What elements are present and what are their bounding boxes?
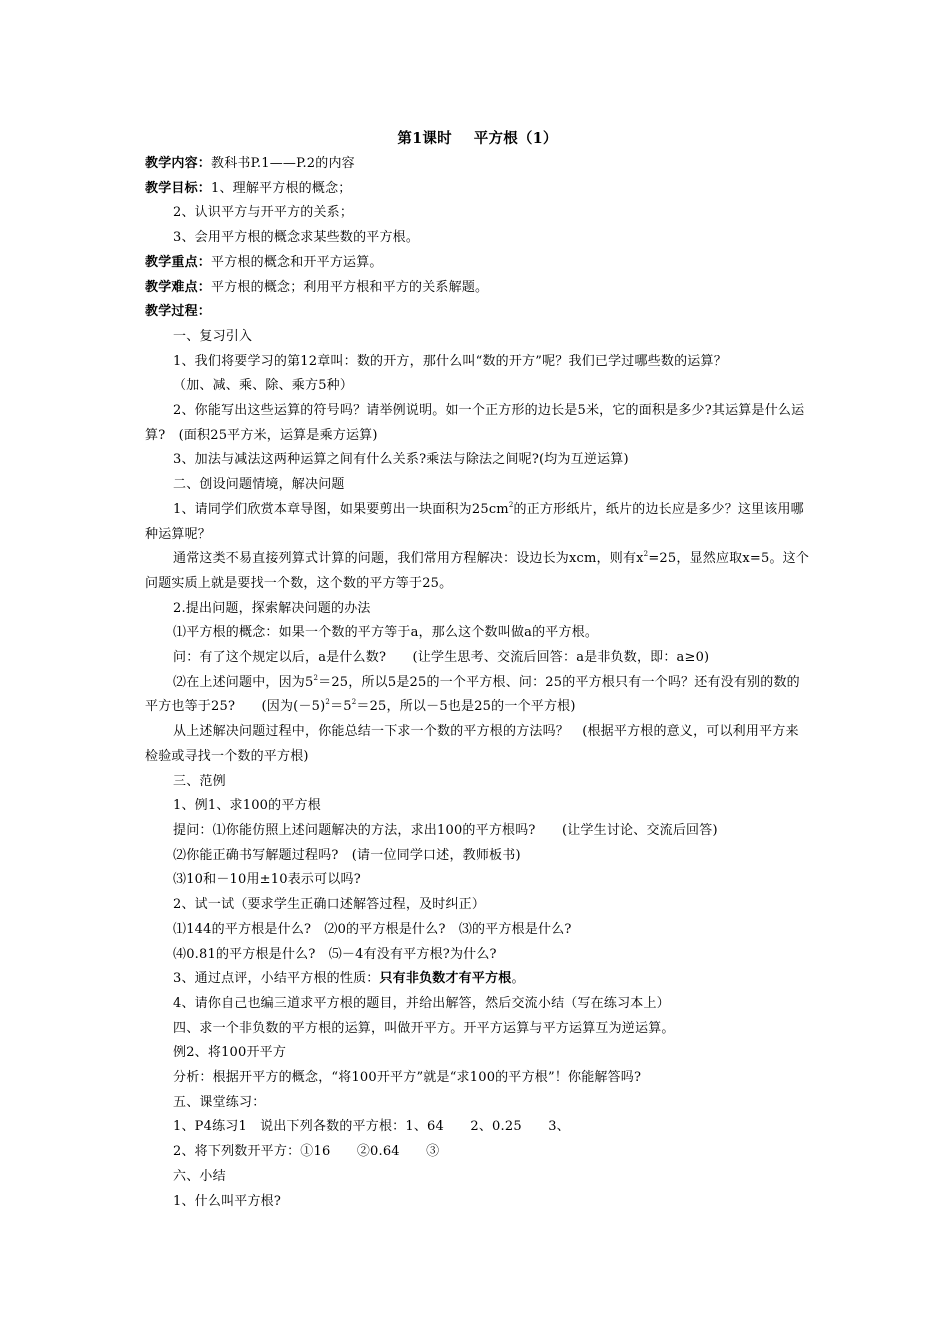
section-5-heading: 五、课堂练习： <box>173 1094 266 1110</box>
try-it-line-1: ⑴144的平方根是什么? ⑵0的平方根是什么? ⑶的平方根是什么? <box>173 921 572 937</box>
page-title <box>145 126 810 152</box>
goal-2: 2、认识平方与开平方的关系； <box>173 205 354 221</box>
goal-3: 3、会用平方根的概念求某些数的平方根。 <box>173 230 420 246</box>
try-it-heading: 2、试一试（要求学生正确口述解答过程，及时纠正） <box>173 897 486 913</box>
text-run: ＝5 <box>330 699 352 715</box>
title-topic: 平方根（1） <box>473 130 558 147</box>
summary-question-1: 1、什么叫平方根? <box>173 1193 282 1209</box>
content-label: 教学内容： <box>145 156 212 171</box>
try-it-line-2: ⑷0.81的平方根是什么? ⑸－4有没有平方根?为什么? <box>173 946 497 962</box>
goals-label: 教学目标： <box>145 180 212 196</box>
section-6-heading: 六、小结 <box>173 1168 226 1184</box>
section-2-example <box>145 671 810 720</box>
text-run: 1、请同学们欣赏本章导图，如果要剪出一块面积为25cm <box>173 501 509 517</box>
text-run: =25，显然应取x=5。这个问题实质上就是要找一个数，这个数的平方等于25。 <box>145 551 810 591</box>
key-line <box>145 251 810 276</box>
text-run: ⑵在上述问题中，因为5 <box>173 674 314 690</box>
content-line <box>145 152 810 177</box>
goal-1: 1、理解平方根的概念； <box>211 180 352 196</box>
text-run: 。 <box>511 971 525 987</box>
self-exercise: 4、请你自己也编三道求平方根的题目，并给出解答，然后交流小结（写在练习本上） <box>173 995 670 1011</box>
superscript: 2 <box>351 698 357 707</box>
document-page <box>145 126 810 1214</box>
section-2-subheading: 2.提出问题，探索解决问题的办法 <box>173 600 371 616</box>
difficulty-line <box>145 276 810 301</box>
section-1-answer-1: （加、减、乘、除、乘方5种） <box>173 378 354 394</box>
text-run: ＝25，所以5是25的一个平方根、问：25的平方根只有一个吗？还有没有别的数的平方也等于25? (因为(－5) <box>145 674 800 715</box>
superscript: 2 <box>313 673 319 682</box>
process-label: 教学过程： <box>145 304 212 320</box>
exercise-1: 1、P4练习1 说出下列各数的平方根：1、64 2、0.25 3、 <box>173 1119 570 1135</box>
superscript: 2 <box>643 550 649 559</box>
title-lesson: 第1课时 <box>397 130 452 147</box>
superscript: 2 <box>325 698 331 707</box>
section-1-heading: 一、复习引入 <box>173 328 253 344</box>
text-run: ＝25，所以－5也是25的一个平方根) <box>356 699 576 715</box>
superscript: 2 <box>508 500 514 509</box>
section-2-ask: 问：有了这个规定以后，a是什么数? (让学生思考、交流后回答：a是非负数，即：a≥0) <box>173 650 710 666</box>
square-root-definition: ⑴平方根的概念：如果一个数的平方等于a，那么这个数叫做a的平方根。 <box>173 625 599 641</box>
property-emphasis: 只有非负数才有平方根 <box>379 971 512 987</box>
example-2: 例2、将100开平方 <box>173 1045 287 1061</box>
section-4-heading: 四、求一个非负数的平方根的运算，叫做开平方。开平方运算与平方运算互为逆运算。 <box>173 1020 675 1036</box>
example-1-question-1: 提问：⑴你能仿照上述问题解决的方法，求出100的平方根吗? (让学生讨论、交流后回答) <box>173 822 718 838</box>
content-text: 教科书P.1——P.2的内容 <box>211 156 355 171</box>
text-run: 的正方形纸片，纸片的边长应是多少？这里该用哪种运算呢？ <box>145 501 804 542</box>
example-1-question-2: ⑵你能正确书写解题过程吗? (请一位同学口述，教师板书) <box>173 847 521 863</box>
property-summary <box>145 967 810 992</box>
section-3-heading: 三、范例 <box>173 773 226 789</box>
example-2-analysis: 分析：根据开平方的概念，“将100开平方”就是“求100的平方根”！你能解答吗? <box>173 1070 642 1086</box>
example-1-question-3: ⑶10和－10用±10表示可以吗? <box>173 872 361 888</box>
section-2-paragraph-2 <box>145 547 810 596</box>
exercise-2: 2、将下列数开平方：①16 ②0.64 ③ <box>173 1144 440 1160</box>
section-1-question-1: 1、我们将要学习的第12章叫：数的开方，那什么叫“数的开方”呢？我们已学过哪些数的运算？ <box>173 353 727 369</box>
difficulty-label: 教学难点： <box>145 279 212 295</box>
goals-line <box>145 177 810 202</box>
key-text: 平方根的概念和开平方运算。 <box>211 254 383 270</box>
section-1-question-2: 2、你能写出这些运算的符号吗？请举例说明。如一个正方形的边长是5米，它的面积是多少?其运算是什么运算? (面积25平方米，运算是乘方运算) <box>145 403 805 443</box>
key-label: 教学重点： <box>145 254 212 270</box>
section-2-paragraph-1 <box>145 498 810 547</box>
section-1-question-3: 3、加法与减法这两种运算之间有什么关系?乘法与除法之间呢?(均为互逆运算) <box>173 452 629 468</box>
example-1: 1、例1、求100的平方根 <box>173 798 321 814</box>
text-run: 通常这类不易直接列算式计算的问题，我们常用方程解决：设边长为xcm，则有x <box>173 551 644 567</box>
difficulty-text: 平方根的概念；利用平方根和平方的关系解题。 <box>211 279 489 295</box>
section-2-heading: 二、创设问题情境，解决问题 <box>173 477 345 493</box>
text-run: 3、通过点评，小结平方根的性质： <box>173 971 380 987</box>
section-2-summary: 从上述解决问题过程中，你能总结一下求一个数的平方根的方法吗？ (根据平方根的意义，可以利用平方来检验或寻找一个数的平方根) <box>145 724 799 764</box>
